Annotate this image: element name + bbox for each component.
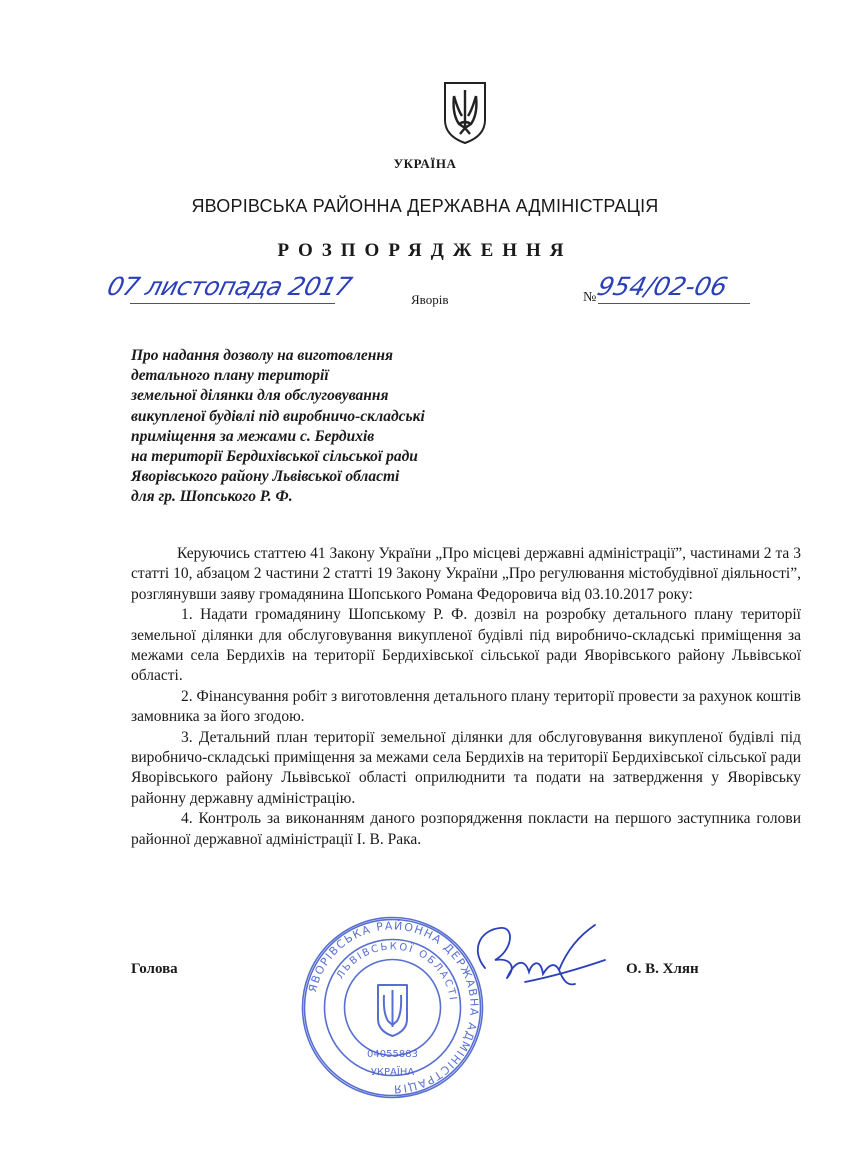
subject-line: Про надання дозволу на виготовлення: [131, 347, 393, 364]
order-item-2: 2. Фінансування робіт з виготовлення детального плану території провести за рахунок коштів замовника за його згодою.: [131, 687, 801, 726]
subject-line: земельної ділянки для обслуговування: [131, 387, 389, 405]
date-underline: [130, 303, 335, 304]
number-underline: [598, 303, 750, 304]
subject-block: [131, 346, 551, 508]
handwritten-signature: [455, 920, 610, 1000]
svg-text:ЯВОРІВСЬКА РАЙОННА ДЕРЖАВНА АД: ЯВОРІВСЬКА РАЙОННА ДЕРЖАВНА АДМІНІСТРАЦІЯ: [306, 919, 481, 1096]
subject-line: детального плану території: [131, 367, 329, 385]
order-body: [131, 544, 801, 850]
city-label: Яворів: [411, 292, 449, 307]
subject-line: Яворівського району Львівської області: [131, 468, 400, 486]
order-item-3: 3. Детальний план території земельної ділянки для обслуговування викупленої будівлі під виробничо-складські приміщення за межами села Бердихів на території Бердихівської сільської ради Яворівського району Львівської області оприлюднити та подати на затвердження у Яворівську районну державну адміністрацію.: [131, 728, 801, 807]
date-handwritten: 07 листопада 2017: [104, 272, 355, 301]
subject-line: для гр. Шопського Р. Ф.: [131, 488, 293, 506]
signatory-name: О. В. Хлян: [626, 961, 699, 977]
number-handwritten: 954/02-06: [594, 272, 731, 301]
order-item-4: 4. Контроль за виконанням даного розпорядження покласти на першого заступника голови районної державної адміністрації І. В. Рака.: [131, 810, 801, 848]
subject-line: на території Бердихівської сільської ради: [131, 448, 418, 466]
subject-line: викупленої будівлі під виробничо-складські: [131, 407, 425, 425]
svg-text:04055883: 04055883: [367, 1049, 418, 1060]
country-title: УКРАЇНА: [393, 156, 457, 171]
trident-emblem-icon: [440, 80, 490, 146]
administration-title: ЯВОРІВСЬКА РАЙОННА ДЕРЖАВНА АДМІНІСТРАЦІЯ: [191, 196, 659, 216]
order-item-1: 1. Надати громадянину Шопському Р. Ф. дозвіл на розробку детального плану території земельної ділянки для обслуговування викупленої будівлі під виробничо-складські приміщення за межами села Бердихів на території Бердихівської сільської ради Яворівського району Львівської області.: [131, 606, 801, 685]
svg-text:УКРАЇНА: УКРАЇНА: [370, 1067, 415, 1078]
preamble-paragraph: Керуючись статтею 41 Закону України „Про місцеві державні адміністрації”, частинами 2 та 3 статті 10, абзацом 2 частини 2 статті 19 Закону України „Про регулювання містобудівної діяльності”, розглянувши заяву громадянина Шопського Романа Федоровича від 03.10.2017 року:: [131, 545, 801, 603]
svg-text:ЛЬВІВСЬКОЇ ОБЛАСТІ: ЛЬВІВСЬКОЇ ОБЛАСТІ: [334, 941, 459, 1003]
signatory-role: Голова: [131, 961, 178, 977]
document-type-heading: РОЗПОРЯДЖЕННЯ: [277, 240, 573, 261]
subject-line: приміщення за межами с. Бердихів: [131, 427, 375, 445]
number-sign: №: [583, 290, 597, 305]
